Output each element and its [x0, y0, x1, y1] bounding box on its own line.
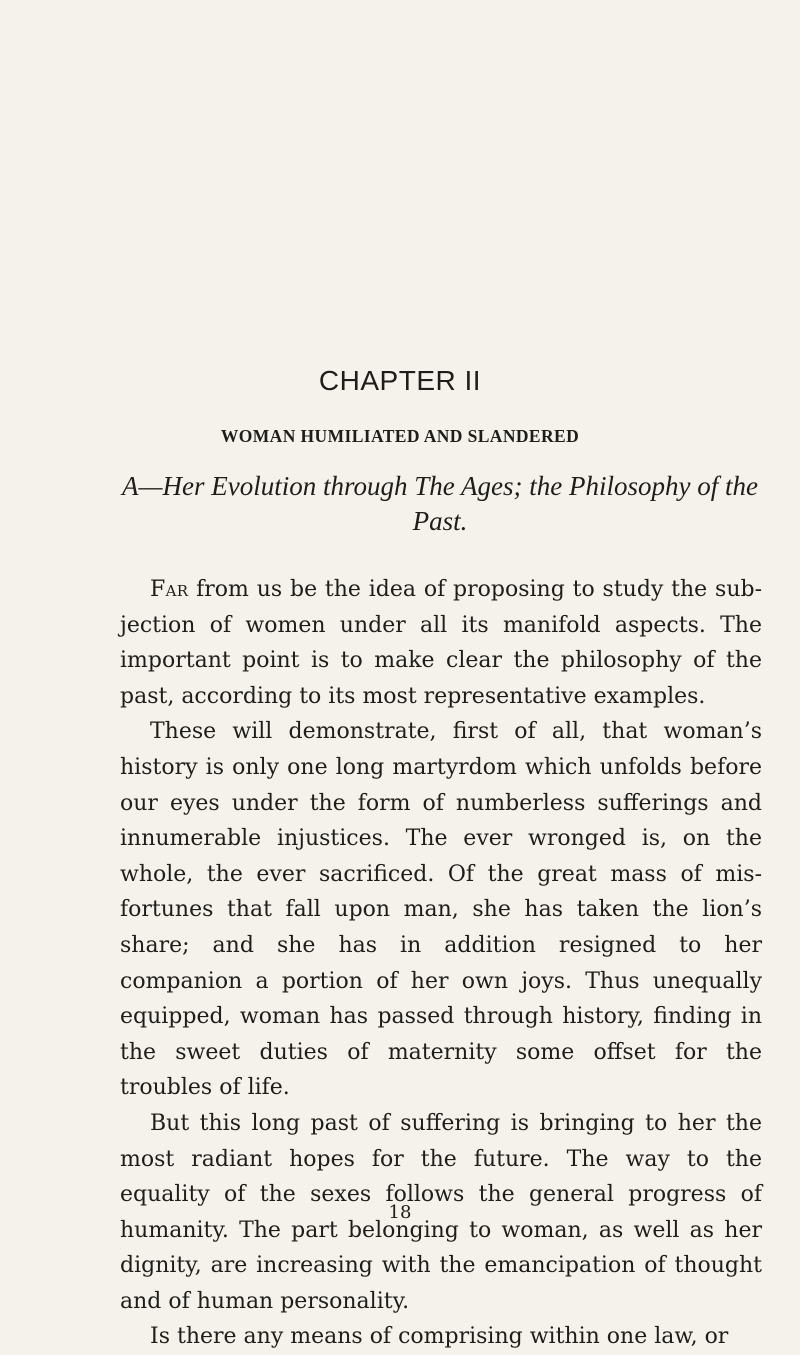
drop-lead-word: Far — [150, 577, 189, 602]
body-text — [120, 572, 762, 1355]
page-number: 18 — [388, 1202, 412, 1223]
paragraph-2: These will demonstrate, first of all, that woman’s history is only one long martyrdom which unfolds before our eyes under the form of numberless sufferings and innumerable injustices. The ever wronged is, on the whole, the ever sacrificed. Of the great mass of mis-fortunes that fall upon man, she has taken the lion’s share; and she has in addition resigned to her companion a portion of her own joys. Thus unequally equipped, woman has passed through history, finding in the sweet duties of maternity some offset for the troubles of life. — [120, 719, 762, 1101]
paragraph-1 — [120, 572, 762, 714]
section-heading: A—Her Evolution through The Ages; the Philosophy of the Past. — [122, 471, 758, 536]
paragraph-3: But this long past of suffering is bringing to her the most radiant hopes for the future. The way to the equality of the sexes follows the general progress of humanity. The part belonging to woman, as well as her dignity, are increasing with the emancipation of thought and of human personality. — [120, 1110, 762, 1314]
chapter-title: CHAPTER II — [318, 365, 482, 396]
paragraph-4: Is there any means of comprising within one law, or — [150, 1324, 729, 1350]
chapter-subtitle: WOMAN HUMILIATED AND SLANDERED — [220, 426, 580, 446]
paragraph-1-text: from us be the idea of proposing to study the sub-jection of women under all its manifold aspects. The important point is to make clear the philosophy of the past, according to its most representative examples. — [120, 577, 762, 709]
